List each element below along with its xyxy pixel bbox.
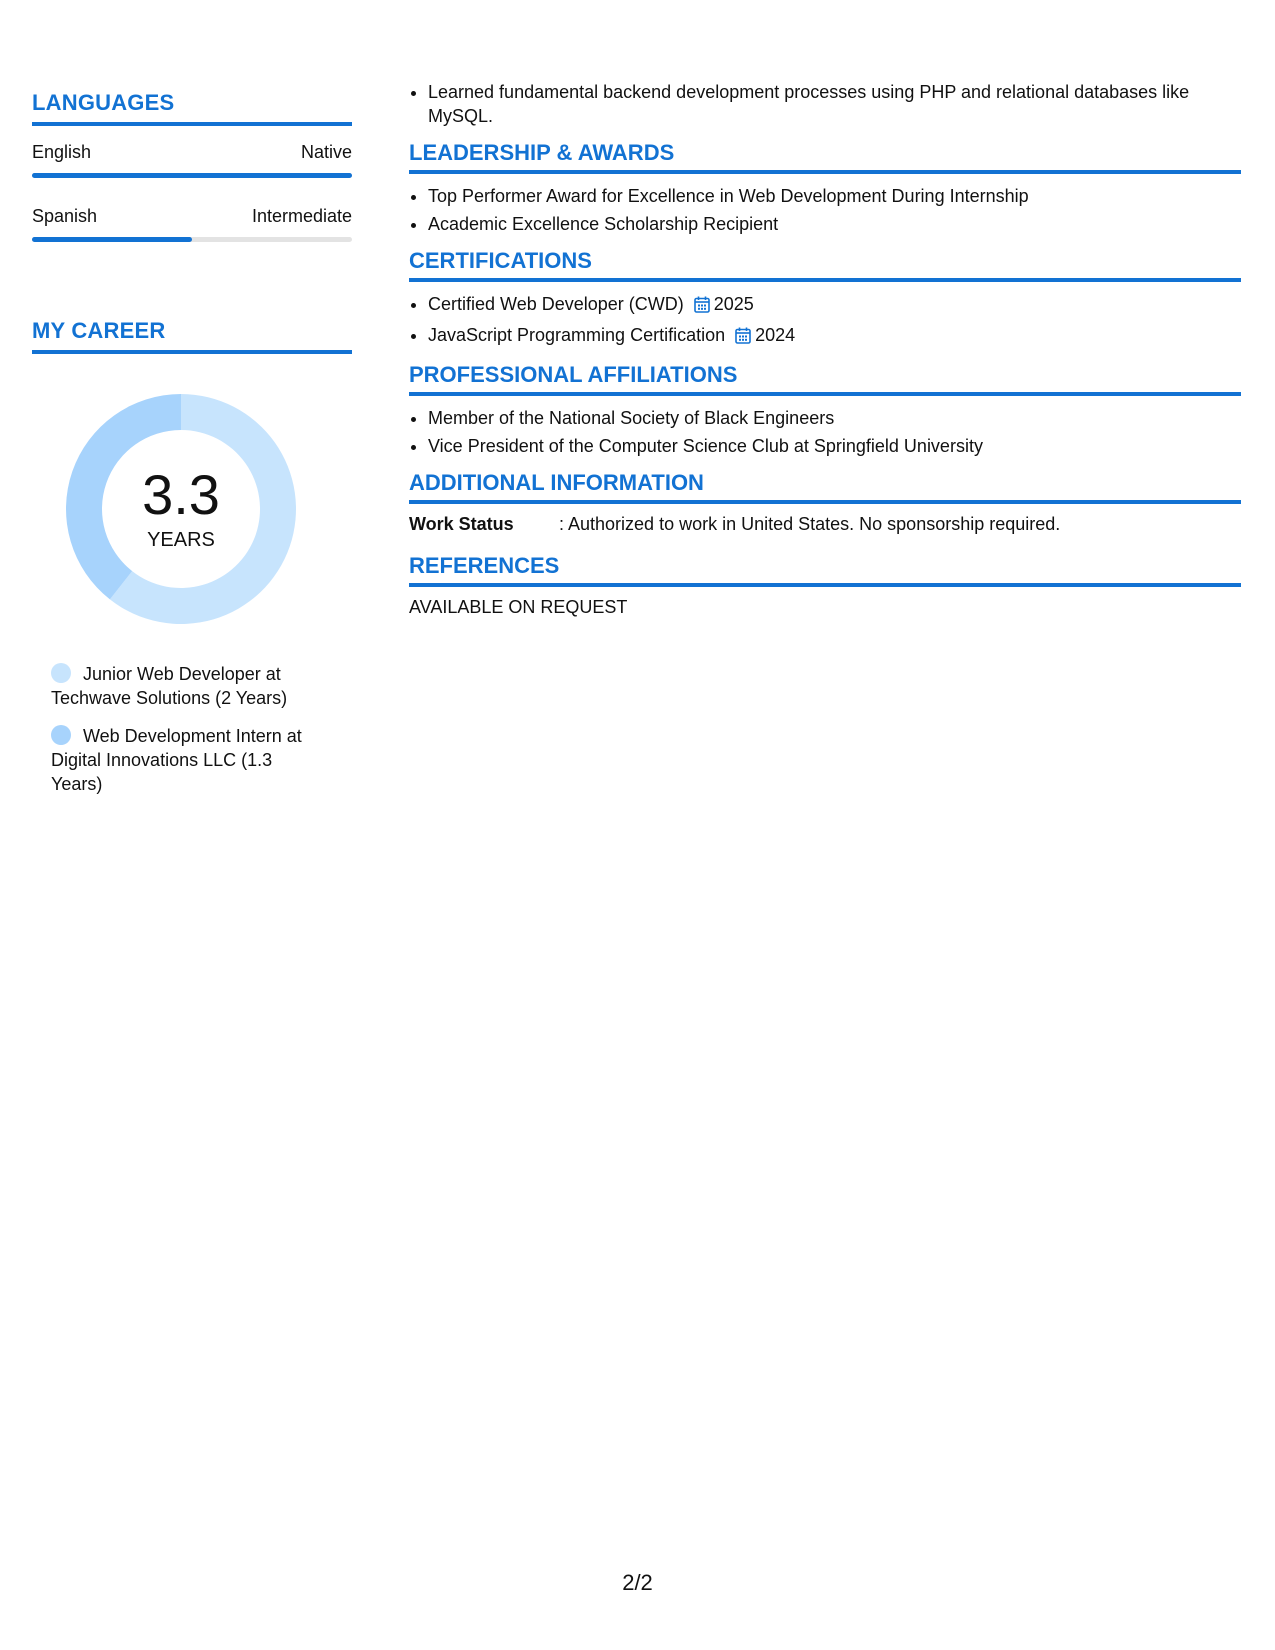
language-proficiency-bar <box>32 237 352 242</box>
certification-item <box>428 323 1241 350</box>
language-name: Spanish <box>32 206 98 226</box>
leadership-heading: LEADERSHIP & AWARDS <box>409 140 1241 174</box>
certification-year: 2024 <box>755 325 796 345</box>
career-heading: MY CAREER <box>32 318 352 354</box>
language-proficiency-bar <box>32 173 352 178</box>
language-level: Intermediate <box>251 206 352 226</box>
certification-name: Certified Web Developer (CWD) <box>428 294 684 314</box>
references-section <box>409 553 1241 618</box>
affiliations-heading: PROFESSIONAL AFFILIATIONS <box>409 362 1241 396</box>
list-item: • Learned fundamental backend development processes using PHP and relational databases like MySQL. <box>428 80 1241 128</box>
career-section <box>32 318 352 796</box>
language-level: Native <box>300 142 352 162</box>
list-item: • Member of the National Society of Black Engineers <box>428 406 1241 430</box>
language-name: English <box>32 142 92 162</box>
legend-dot <box>51 663 71 683</box>
affiliations-section <box>409 362 1241 458</box>
references-heading: REFERENCES <box>409 553 1241 587</box>
additional-info-heading: ADDITIONAL INFORMATION <box>409 470 1241 504</box>
work-status-label: Work Status <box>409 514 514 534</box>
info-row <box>409 514 1241 535</box>
language-item <box>32 206 352 242</box>
career-total-years: 3.3 <box>142 462 220 526</box>
list-item: • Top Performer Award for Excellence in Web Development During Internship <box>428 184 1241 208</box>
legend-label: Junior Web Developer at Techwave Solutions (2 Years) <box>51 664 288 708</box>
experience-bullets <box>409 80 1241 128</box>
page-number: 2/2 <box>622 1570 653 1595</box>
career-total-unit: YEARS <box>147 528 215 551</box>
legend-item <box>51 662 321 710</box>
calendar-icon <box>735 326 751 350</box>
calendar-icon <box>694 295 710 319</box>
language-item <box>32 142 352 178</box>
references-text: AVAILABLE ON REQUEST <box>409 597 628 617</box>
legend-item <box>51 724 321 796</box>
certification-name: JavaScript Programming Certification <box>428 325 726 345</box>
leadership-section <box>409 140 1241 236</box>
list-item: • Academic Excellence Scholarship Recipient <box>428 212 1241 236</box>
certification-year: 2025 <box>713 294 754 314</box>
left-column <box>32 90 352 810</box>
languages-heading: LANGUAGES <box>32 90 352 126</box>
additional-info-section <box>409 470 1241 535</box>
right-column <box>409 80 1241 618</box>
certification-item <box>428 292 1241 319</box>
list-item: • Vice President of the Computer Science Club at Springfield University <box>428 434 1241 458</box>
legend-dot <box>51 725 71 745</box>
legend-label: Web Development Intern at Digital Innovations LLC (1.3 Years) <box>51 726 302 794</box>
certifications-section <box>409 248 1241 350</box>
work-status-value: : Authorized to work in United States. No sponsorship required. <box>559 514 1061 534</box>
career-legend <box>51 662 321 796</box>
language-proficiency-fill <box>32 237 192 242</box>
certifications-heading: CERTIFICATIONS <box>409 248 1241 282</box>
languages-section <box>32 90 352 242</box>
language-proficiency-fill <box>32 173 352 178</box>
career-donut-chart <box>66 394 296 624</box>
